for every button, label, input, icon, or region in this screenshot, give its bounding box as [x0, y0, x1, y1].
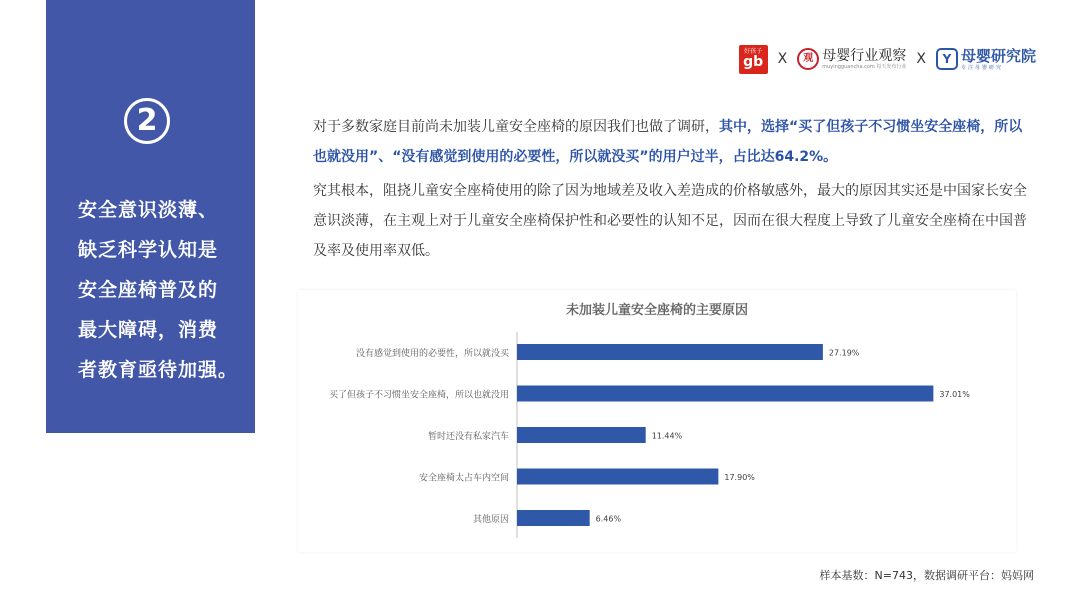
intro-plain-text: 对于多数家庭目前尚未加装儿童安全座椅的原因我们也做了调研， — [313, 119, 719, 135]
data-label: 11.44% — [651, 431, 683, 441]
sample-footnote: 样本基数：N=743，数据调研平台：妈妈网 — [819, 569, 1034, 582]
muying-research-mark-icon: Y — [936, 48, 958, 70]
reasons-chart-card — [298, 290, 1016, 552]
category-label: 安全座椅太占车内空间 — [418, 473, 509, 484]
partner-logos — [739, 44, 1036, 74]
step-number-badge: 2 — [124, 98, 170, 144]
side-summary-text — [78, 190, 248, 390]
goodbaby-logo-main: gb — [743, 54, 764, 70]
chart-title: 未加装儿童安全座椅的主要原因 — [565, 303, 749, 318]
goodbaby-logo-top: 好孩子 — [744, 48, 763, 55]
muying-guancha-mark-icon: 观 — [797, 48, 819, 70]
muying-guancha-sub: muyingguancha.com 每天发布行业 — [822, 64, 907, 70]
data-label: 37.01% — [939, 390, 970, 399]
side-summary-line: 缺乏科学认知是 — [78, 239, 219, 261]
muying-guancha-name: 母婴行业观察 — [822, 48, 907, 64]
logo-separator: X — [916, 51, 926, 67]
intro-highlight-text: 其中，选择“买了但孩子不习惯坐安全座椅，所以也就没用”、“没有感觉到使用的必要性，所以就没买”的用户过半，占比达64.2%。 — [313, 119, 1023, 165]
category-label: 其他原因 — [472, 515, 509, 525]
side-summary-line: 安全意识淡薄、 — [78, 199, 219, 221]
muying-research-logo — [936, 48, 1036, 71]
muying-research-sub: 专注母婴研究 — [960, 64, 1003, 71]
reasons-bar-chart — [298, 290, 1016, 552]
muying-guancha-logo — [797, 48, 906, 70]
data-bar — [517, 469, 718, 485]
intro-paragraph — [313, 112, 1033, 172]
muying-research-name: 母婴研究院 — [960, 46, 1036, 65]
category-label: 没有感觉到使用的必要性，所以就没买 — [355, 349, 509, 359]
data-bar — [517, 510, 590, 526]
data-label: 17.90% — [724, 473, 755, 482]
logo-separator: X — [777, 51, 788, 67]
side-panel — [46, 0, 255, 433]
goodbaby-logo — [739, 45, 768, 74]
data-bar — [517, 427, 646, 443]
side-summary-line: 最大障碍，消费 — [78, 319, 219, 341]
category-label: 暂时还没有私家汽车 — [427, 432, 509, 442]
analysis-paragraph: 究其根本，阻挠儿童安全座椅使用的除了因为地域差及收入差造成的价格敏感外，最大的原因其实还是中国家长安全意识淡薄，在主观上对于儿童安全座椅保护性和必要性的认知不足，因而在很大程度上导致了儿童安全座椅在中国普及率及使用率双低。 — [313, 183, 1027, 259]
side-summary-line: 者教育亟待加强。 — [78, 359, 239, 381]
data-label: 27.19% — [828, 348, 860, 358]
data-bar — [517, 386, 933, 402]
data-bar — [517, 344, 823, 360]
data-label: 6.46% — [595, 514, 622, 524]
category-label: 买了但孩子不习惯坐安全座椅，所以也就没用 — [328, 390, 509, 401]
side-summary-line: 安全座椅普及的 — [78, 279, 219, 301]
